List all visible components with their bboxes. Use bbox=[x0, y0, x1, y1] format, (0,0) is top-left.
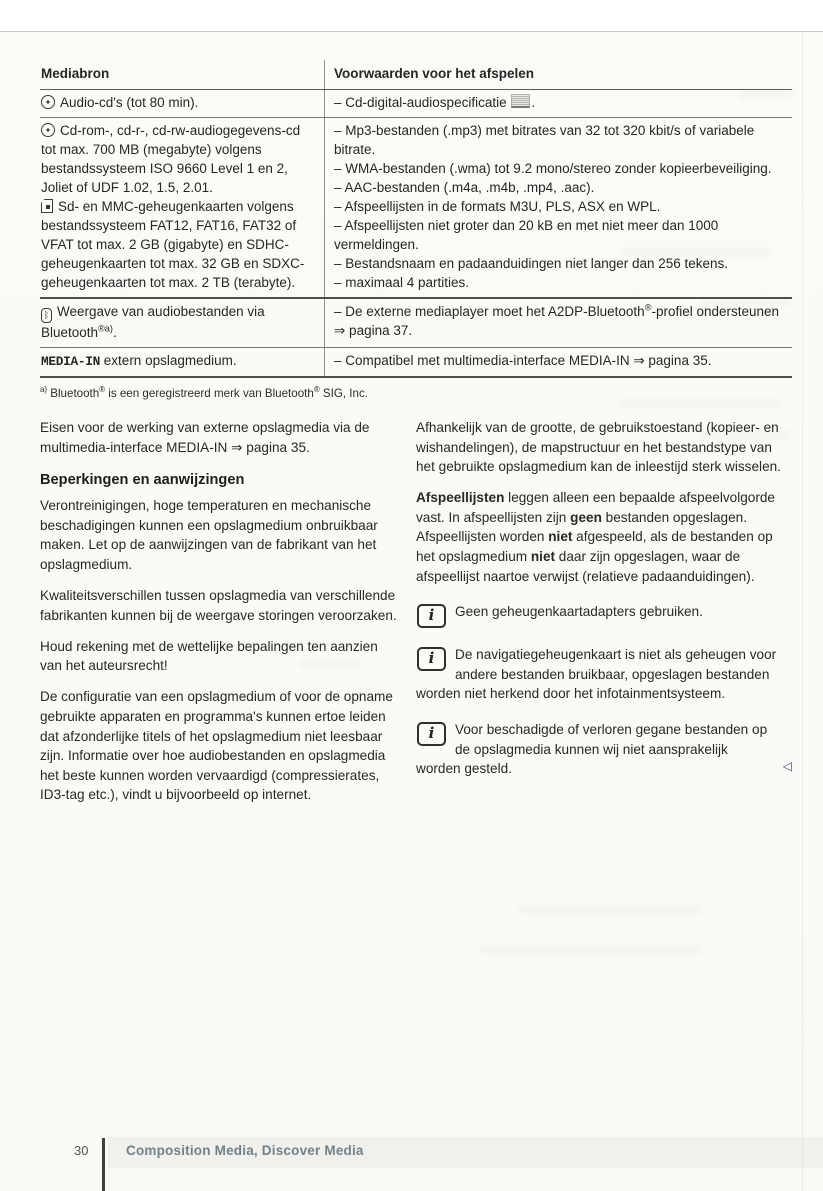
cell-conditions-audio-cd: – Cd-digital-audiospecificatie . bbox=[324, 90, 792, 117]
info-icon bbox=[417, 722, 446, 746]
info-icon bbox=[417, 604, 446, 628]
info-note-navigation-card bbox=[416, 645, 792, 704]
condition-item: – Bestandsnaam en padaanduidingen niet langer dan 256 tekens. bbox=[334, 256, 729, 271]
paragraph-read-in-time: Afhankelijk van de grootte, de gebruikstoestand (kopieer- en wishandelingen), de mapstructuur en het bestandstype van het gebruikte opslagmedium kan de inleestijd sterk wisselen. bbox=[416, 420, 781, 475]
cell-source-bluetooth: ᛒWeergave van audiobestanden via Bluetooth$^{®a)}$. bbox=[40, 299, 324, 347]
info-note-text: Geen geheugenkaartadapters gebruiken. bbox=[455, 604, 703, 620]
media-table bbox=[40, 60, 792, 378]
info-note-text: De navigatiegeheugenkaart is niet als geheugen voor andere bestanden bruikbaar, opgeslagen bestanden worden niet herkend door het infotainmentsysteem. bbox=[416, 647, 777, 702]
info-icon bbox=[417, 647, 446, 671]
section-end-triangle-icon: ◁ bbox=[782, 759, 792, 774]
paragraph-playlists: Afspeellijsten leggen alleen een bepaalde afspeelvolgorde vast. In afspeellijsten zijn geen bestanden opgeslagen. Afspeellijsten worden niet afgespeeld, als de bestanden op het opslagmedium niet daar zijn opgeslagen, waar de afspeellijst naartoe verwijst (relatieve padaanduidingen). bbox=[416, 490, 775, 584]
table-header-voorwaarden: Voorwaarden voor het afspelen bbox=[324, 60, 792, 89]
footer-divider-bar bbox=[102, 1138, 105, 1191]
cd-icon bbox=[41, 95, 55, 109]
paragraph-sd-cards: Sd- en MMC-geheugenkaarten volgens bestandssysteem FAT12, FAT16, FAT32 of VFAT tot max. 2 GB (gigabyte) en SDHC-geheugenkaarten tot max. 32 GB en SDXC-geheugenkaarten tot max. 2 TB (terabyte). bbox=[41, 199, 305, 290]
section-heading-beperkingen: Beperkingen en aanwijzingen bbox=[40, 472, 245, 489]
cell-source-data-media bbox=[40, 118, 324, 297]
paragraph-copyright: Houd rekening met de wettelijke bepalingen ten aanzien van het auteursrecht! bbox=[40, 638, 378, 674]
paragraph-quality-differences: Kwaliteitsverschillen tussen opslagmedia van verschillende fabrikanten kunnen bij de weergave storingen veroorzaken. bbox=[40, 588, 397, 623]
paragraph-contamination: Verontreinigingen, hoge temperaturen en mechanische beschadigingen kunnen een opslagmedium onbruikbaar maken. Let op de aanwijzingen van de fabrikant van het opslagmedium. bbox=[40, 498, 378, 572]
cdda-logo bbox=[511, 94, 530, 108]
cell-source-media-in: MEDIA-IN extern opslagmedium. bbox=[41, 353, 237, 369]
table-row-media-in bbox=[40, 348, 792, 378]
cell-conditions-media-in: – Compatibel met multimedia-interface MEDIA-IN ⇒ pagina 35. bbox=[324, 348, 792, 376]
table-header-mediabron: Mediabron bbox=[41, 66, 110, 81]
cell-conditions-bluetooth: – De externe mediaplayer moet het A2DP-Bluetooth®-profiel ondersteunen ⇒ pagina 37. bbox=[324, 299, 792, 347]
sd-card-icon bbox=[41, 199, 53, 213]
condition-item: – Afspeellijsten niet groter dan 20 kB en met niet meer dan 1000 vermeldingen. bbox=[334, 218, 719, 252]
bluetooth-icon bbox=[41, 308, 52, 323]
table-row-bluetooth bbox=[40, 299, 792, 348]
right-column bbox=[416, 418, 792, 817]
footnote-bluetooth-trademark: $^{a)}$ Bluetooth® is een geregistreerd merk van Bluetooth® SIG, Inc. bbox=[40, 385, 368, 400]
table-row-audio-cd bbox=[40, 90, 792, 118]
info-note-text: Voor beschadigde of verloren gegane bestanden op de opslagmedia kunnen wij niet aansprakelijk worden gesteld. bbox=[416, 722, 768, 777]
info-note-liability bbox=[416, 720, 792, 779]
footer-chapter-title: Composition Media, Discover Media bbox=[126, 1143, 364, 1158]
cell-conditions-data-media bbox=[324, 118, 792, 297]
condition-item: – AAC-bestanden (.m4a, .m4b, .mp4, .aac). bbox=[334, 180, 595, 195]
body-columns bbox=[40, 418, 792, 817]
scan-artifact bbox=[520, 905, 700, 914]
paragraph-cdrom: Cd-rom-, cd-r-, cd-rw-audiogegevens-cd tot max. 700 MB (megabyte) volgens bestandssysteem ISO 9660 Level 1 en 2, Joliet of UDF 1.02, 1.5, 2.01. bbox=[41, 123, 301, 195]
scan-artifact bbox=[480, 945, 700, 954]
left-column bbox=[40, 418, 399, 817]
paragraph-configuration: De configuratie van een opslagmedium of voor de opname gebruikte apparaten en programma's kunnen ertoe leiden dat afzonderlijke titels of het opslagmedium niet leesbaar zijn. Informatie over hoe audiobestanden en opslagmedia het beste kunnen worden vervaardigd (compressierates, ID3-tag etc.), vindt u bijvoorbeeld op internet. bbox=[40, 689, 393, 803]
cell-source-audio-cd: Audio-cd's (tot 80 min). bbox=[40, 90, 324, 117]
paragraph-media-in-requirements: Eisen voor de werking van externe opslagmedia via de multimedia-interface MEDIA-IN ⇒ pagina 35. bbox=[40, 420, 370, 455]
page-edge-right bbox=[802, 32, 803, 1191]
condition-item: – Afspeellijsten in de formats M3U, PLS, ASX en WPL. bbox=[334, 199, 661, 214]
info-note-card-adapters bbox=[416, 602, 792, 629]
table-row-data-media bbox=[40, 118, 792, 299]
table-header-row bbox=[40, 60, 792, 90]
condition-item: – maximaal 4 partities. bbox=[334, 275, 470, 290]
page-content bbox=[40, 60, 792, 817]
cd-icon bbox=[41, 123, 55, 137]
page-number: 30 bbox=[74, 1143, 89, 1158]
condition-item: – Mp3-bestanden (.mp3) met bitrates van 32 tot 320 kbit/s of variabele bitrate. bbox=[334, 123, 755, 157]
condition-item: – WMA-bestanden (.wma) tot 9.2 mono/stereo zonder kopieerbeveiliging. bbox=[334, 161, 772, 176]
